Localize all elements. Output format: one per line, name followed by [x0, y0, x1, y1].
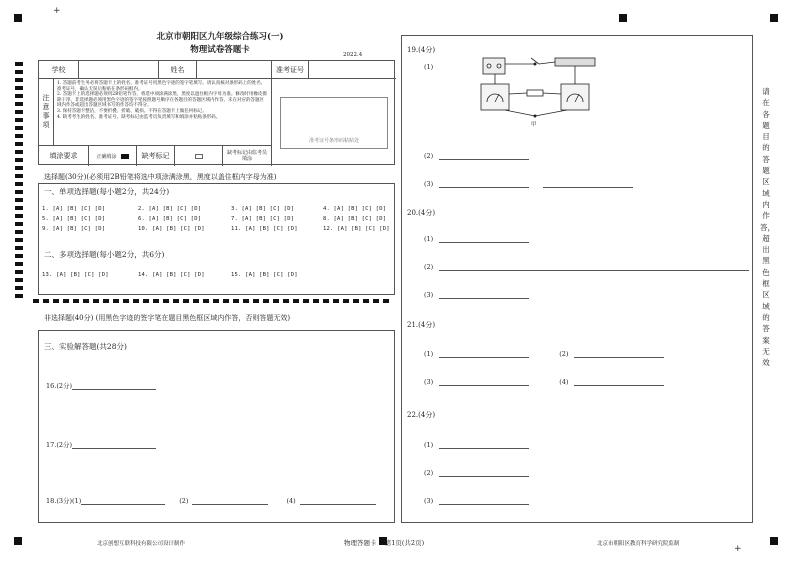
question-20-2	[424, 263, 749, 271]
choice-item[interactable]: 11. [A] [B] [C] [D]	[231, 226, 298, 232]
absent-note: 缺考标记由监考员填涂	[223, 146, 272, 166]
side-warning: 请在各题目的答题区域内作答，超出黑色框区域的答案无效	[760, 87, 775, 368]
answer-line[interactable]	[574, 378, 664, 386]
choice-item[interactable]: 1. [A] [B] [C] [D]	[42, 206, 106, 212]
question-label: (2)	[424, 152, 434, 160]
page-subtitle: 物理试卷答题卡	[190, 45, 250, 55]
question-label: (3)	[424, 180, 434, 188]
question-16	[46, 381, 156, 390]
question-20-title: 20.(4分)	[407, 209, 436, 217]
question-label: 16.(2分)	[46, 382, 73, 390]
exam-no-field[interactable]	[309, 61, 396, 79]
multi-choice-grid	[42, 272, 392, 278]
timing-track	[15, 62, 23, 302]
question-20-1	[424, 235, 529, 243]
answer-line[interactable]	[72, 382, 156, 390]
question-label: (1)	[424, 350, 434, 358]
question-label: (1)	[424, 235, 434, 243]
registration-cross-icon: +	[53, 6, 61, 16]
answer-line[interactable]	[300, 497, 376, 505]
corner-mark-tl	[14, 14, 22, 22]
question-label: (3)	[424, 378, 434, 386]
answer-line[interactable]	[543, 180, 633, 188]
question-label: 18.(3分)(1)	[46, 497, 82, 505]
question-22-2	[424, 469, 529, 477]
fill-req-label: 填涂要求	[39, 146, 89, 166]
choice-item[interactable]: 9. [A] [B] [C] [D]	[42, 226, 106, 232]
name-label: 姓名	[159, 61, 197, 79]
choice-item[interactable]: 4. [A] [B] [C] [D]	[323, 206, 387, 212]
answer-line[interactable]	[439, 350, 529, 358]
note-item: 4. 缺考考生的姓名、准考证号、缺考标记由监考员负责填写和填涂并粘贴条形码。	[57, 114, 221, 120]
choice-item[interactable]: 2. [A] [B] [C] [D]	[138, 206, 202, 212]
choice-item[interactable]: 14. [A] [B] [C] [D]	[138, 272, 205, 278]
footer-left: 北京创想互联科技有限公司设计制作	[97, 541, 186, 547]
footer-center: 物理答题卡 第1页(共2页)	[344, 539, 425, 547]
choice-item[interactable]: 12. [A] [B] [C] [D]	[323, 226, 390, 232]
corner-mark-bl	[14, 537, 22, 545]
candidate-info-table	[38, 60, 395, 165]
question-22-1	[424, 441, 529, 449]
question-20-3	[424, 291, 529, 299]
answer-line[interactable]	[72, 441, 156, 449]
nonchoice-answer-box	[38, 330, 395, 523]
answer-line[interactable]	[439, 263, 749, 271]
answer-line[interactable]	[81, 497, 165, 505]
school-field[interactable]	[79, 61, 159, 79]
notes-label: 注意事项	[39, 79, 54, 146]
name-field[interactable]	[197, 61, 272, 79]
choice-item[interactable]: 7. [A] [B] [C] [D]	[231, 216, 295, 222]
question-22-title: 22.(4分)	[407, 411, 436, 419]
corner-mark-br	[770, 537, 778, 545]
choice-item[interactable]: 15. [A] [B] [C] [D]	[231, 272, 298, 278]
barcode-label: 准考证号条形码粘贴处	[280, 97, 388, 149]
question-label: (2)	[424, 263, 434, 271]
single-choice-title: 一、单项选择题(每小题2分，共24分)	[44, 187, 170, 196]
exam-date: 2022.4	[343, 52, 363, 58]
choice-item[interactable]: 10. [A] [B] [C] [D]	[138, 226, 205, 232]
choice-item[interactable]: 8. [A] [B] [C] [D]	[323, 216, 387, 222]
question-label: 17.(2分)	[46, 441, 73, 449]
school-label: 学校	[39, 61, 79, 79]
question-label: (2)	[179, 497, 189, 505]
question-19-2	[424, 152, 529, 160]
multi-choice-title: 二、多项选择题(每小题2分，共6分)	[44, 250, 165, 259]
choice-answer-box	[38, 183, 395, 295]
section-title: 三、实验解答题(共28分)	[44, 342, 127, 351]
question-19-3	[424, 180, 633, 188]
choice-item[interactable]: 5. [A] [B] [C] [D]	[42, 216, 106, 222]
answer-line[interactable]	[439, 180, 529, 188]
figure-label: 甲	[531, 122, 537, 128]
absent-label: 缺考标记	[137, 146, 175, 166]
answer-line[interactable]	[439, 152, 529, 160]
choice-item[interactable]: 3. [A] [B] [C] [D]	[231, 206, 295, 212]
empty-box-icon	[195, 154, 203, 159]
filled-mark-icon	[121, 154, 129, 159]
answer-line[interactable]	[574, 350, 664, 358]
corner-mark-far-tr	[770, 14, 778, 22]
note-item: 1. 答题前考生务必将答题卡上的姓名、准考证号用黑色字迹的签字笔填写。请认真核对条形码上的姓名、准考证号，确认无误后粘贴在条形码框内。	[57, 81, 266, 92]
question-18	[46, 496, 376, 505]
circuit-diagram	[475, 50, 605, 128]
answer-line[interactable]	[439, 497, 529, 505]
question-21-3	[424, 378, 664, 386]
note-item: 2. 答题卡上的选择题必须用2B铅笔作答，将选中项涂满涂黑，黑度以遮住框内字母为准。修改时用橡皮擦除干净。非选择题必须用黑色字迹的签字笔按照题号顺序在各题目的答题区域内作答，未在对应的答题区域内作答或超出答题区域书写的作答均不得分。	[57, 92, 267, 109]
single-choice-grid	[42, 206, 392, 232]
absent-box[interactable]	[175, 146, 223, 166]
choice-item[interactable]: 13. [A] [B] [C] [D]	[42, 272, 109, 278]
choice-intro: 选择题(30分)(必须用2B铅笔将选中项涂满涂黑，黑度以盖住框内字母为准)	[44, 173, 277, 181]
fill-sample-label: 正确填涂	[96, 153, 117, 160]
exam-no-label: 准考证号	[272, 61, 309, 79]
page-title: 北京市朝阳区九年级综合练习(一)	[156, 32, 284, 42]
answer-line[interactable]	[439, 235, 529, 243]
nonchoice-intro: 非选择题(40分) (用黑色字迹的签字笔在题目黑色框区域内作答，否则答题无效)	[44, 314, 291, 322]
question-label: (2)	[424, 469, 434, 477]
question-21-1	[424, 350, 664, 358]
question-label: (3)	[424, 497, 434, 505]
divider-dashes	[33, 299, 393, 303]
question-label: (4)	[559, 378, 569, 386]
answer-line[interactable]	[439, 469, 529, 477]
answer-line[interactable]	[439, 441, 529, 449]
question-17	[46, 440, 156, 449]
barcode-area	[272, 79, 396, 166]
footer-right: 北京市朝阳区教育科学研究院监制	[597, 541, 680, 547]
choice-item[interactable]: 6. [A] [B] [C] [D]	[138, 216, 202, 222]
question-19-title: 19.(4分)	[407, 46, 436, 54]
question-label: (1)	[424, 63, 434, 71]
registration-cross-icon: +	[734, 544, 742, 554]
question-21-title: 21.(4分)	[407, 321, 436, 329]
question-label: (4)	[286, 497, 296, 505]
question-label: (2)	[559, 350, 569, 358]
answer-line[interactable]	[439, 291, 529, 299]
fill-sample	[89, 146, 137, 166]
answer-line[interactable]	[192, 497, 268, 505]
answer-line[interactable]	[439, 378, 529, 386]
question-label: (3)	[424, 291, 434, 299]
notes-content	[54, 79, 272, 146]
question-22-3	[424, 497, 529, 505]
question-label: (1)	[424, 441, 434, 449]
corner-mark-tr	[619, 14, 627, 22]
note-item: 3. 保持答题卡整洁，不要折叠、折破、破损。不得在答题卡上做任何标记。	[57, 108, 207, 114]
